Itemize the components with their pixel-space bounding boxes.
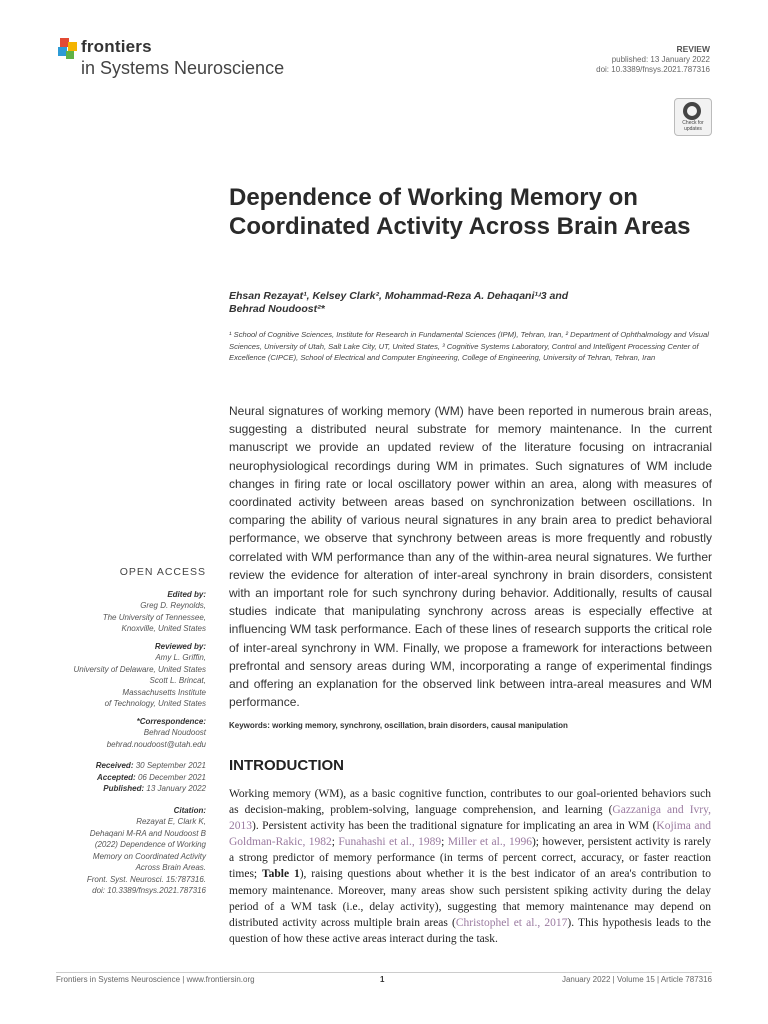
published-value: 13 January 2022 (146, 784, 206, 793)
intro-text: ); however, persistent activity is rarely a strong predictor of memory performance (in terms of percent correct, accuracy, or faster reaction times; (229, 836, 711, 881)
reviewed-by-label: Reviewed by: (154, 641, 206, 651)
open-access-label: OPEN ACCESS (119, 566, 206, 578)
received-label: Received: (95, 761, 134, 770)
article-title: Dependence of Working Memory on Coordinated Activity Across Brain Areas (229, 184, 691, 240)
citation-link[interactable]: Christophel et al., 2017 (455, 916, 568, 929)
authors (229, 290, 709, 316)
editor-line: The University of Tennessee, (102, 612, 206, 622)
update-check-icon (683, 102, 701, 120)
citation-line: Rezayat E, Clark K, (136, 817, 206, 826)
correspondence-email[interactable]: behrad.noudoost@utah.edu (106, 739, 206, 749)
footer-journal[interactable]: Frontiers in Systems Neuroscience | www.frontiersin.org (56, 975, 255, 984)
keywords: Keywords: working memory, synchrony, oscillation, brain disorders, causal manipulation (229, 721, 568, 730)
logo-brand: frontiers (81, 37, 152, 56)
published-date-sidebar (36, 783, 206, 795)
article-sidebar (36, 567, 206, 897)
page-number: 1 (380, 975, 385, 984)
accepted-label: Accepted: (97, 772, 136, 782)
citation-line: Across Brain Areas. (135, 863, 206, 872)
citation-line[interactable]: doi: 10.3389/fnsys.2021.787316 (92, 886, 206, 895)
intro-text: ), raising questions about whether it is the best indicator of an area's contribution to memory maintenance. Moreover, many areas show such persistent spiking activity during the delay period of a WM task (i.e., delay activity), suggesting that memory maintenance may depend on distributed activity across multiple brain areas ( (229, 868, 711, 929)
check-for-updates-button[interactable] (674, 98, 712, 136)
check-badge-text: Check for updates (682, 120, 704, 132)
editor-line[interactable]: Greg D. Reynolds, (140, 601, 206, 610)
affiliations: ¹ School of Cognitive Sciences, Institute for Research in Fundamental Sciences (IPM), Tehran, Iran, ² Department of Ophthalmology and Visual Sciences, University of Utah, Salt Lake City, UT, United States, ³ Cognitive Systems Laboratory, Control and Intelligent Processing Center of Excellence (CIPCE), School of Electrical and Computer Engineering, College of Engineering, University of Tehran, Tehran, Iran (229, 330, 709, 363)
received-date (36, 760, 206, 772)
doi[interactable]: doi: 10.3389/fnsys.2021.787316 (596, 65, 710, 74)
intro-text: ; (331, 836, 339, 849)
intro-text: ). Persistent activity has been the traditional signature for implicating an area in WM ( (252, 820, 657, 833)
intro-text: ; (441, 836, 448, 849)
citation-line: Memory on Coordinated Activity (92, 851, 206, 861)
citation-line: (2022) Dependence of Working (94, 840, 206, 849)
received-value: 30 September 2021 (135, 761, 206, 770)
correspondence-label: *Correspondence: (136, 716, 206, 726)
citation-link[interactable]: Funahashi et al., 1989 (338, 836, 442, 849)
citation-link[interactable]: Gazzaniga and Ivry, 2013 (229, 804, 712, 833)
citation-link[interactable]: Kojima and Goldman-Rakic, 1982 (229, 820, 711, 849)
citation-label: Citation: (173, 805, 206, 815)
citation-line: Front. Syst. Neurosci. 15:787316. (86, 874, 206, 884)
footer-issue: January 2022 | Volume 15 | Article 787316 (561, 975, 712, 984)
reviewer-line[interactable]: Amy L. Griffin, (155, 653, 206, 662)
accepted-date (36, 772, 206, 784)
correspondence-name: Behrad Noudoost (143, 728, 206, 737)
footer-divider (56, 972, 712, 973)
journal-name: in Systems Neuroscience (81, 58, 285, 78)
reviewer-line[interactable]: Scott L. Brincat, (149, 676, 206, 685)
intro-text: Working memory (WM), as a basic cognitive function, contributes to our goal-oriented behaviors such as decision-making, problem-solving, language comprehension, and learning ( (229, 788, 711, 817)
published-date: published: 13 January 2022 (611, 54, 710, 64)
reviewer-line: University of Delaware, United States (73, 664, 206, 674)
journal-logo[interactable] (56, 34, 296, 84)
article-type: REVIEW (676, 44, 710, 54)
reviewer-line: of Technology, United States (104, 699, 206, 708)
introduction-text (229, 786, 711, 947)
accepted-value: 06 December 2021 (137, 772, 206, 782)
article-meta (596, 44, 710, 76)
reviewer-line: Massachusetts Institute (122, 687, 206, 697)
table-link[interactable]: Table 1 (262, 868, 300, 881)
editor-line: Knoxville, United States (121, 624, 206, 633)
frontiers-logo-icon (56, 36, 82, 62)
abstract: Neural signatures of working memory (WM) have been reported in numerous brain areas, suggesting a distributed neural substrate for memory maintenance. In the current manuscript we provide an updated review of the literature focusing on intracranial neurophysiological recordings during WM in primates. Such signatures of WM include changes in firing rate or local oscillatory power within an area, along with measures of coordinated activity between areas based on synchronization between oscillations. In comparing the ability of various neural signatures in any brain area to predict behavioral performance, we observe that synchrony between areas is more frequently and robustly correlated with WM performance than any of the within-area neural signatures. We further review the evidence for alteration of inter-areal synchrony in brain disorders, consistent with an important role for such synchrony during behavior. Additionally, results of causal studies indicate that manipulating synchrony across areas is especially effective at influencing WM task performance. Each of these lines of research supports the critical role of inter-areal synchrony in WM. Finally, we propose a framework for interactions between prefrontal and sensory areas during WM, incorporating a range of experimental findings and offering an explanation for the observed link between intra-areal measures and WM performance. (229, 404, 712, 710)
authors-line: Behrad Noudoost²* (229, 303, 325, 315)
section-heading: INTRODUCTION (229, 757, 344, 774)
authors-line: Ehsan Rezayat¹, Kelsey Clark², Mohammad-Reza A. Dehaqani¹ʴ3 and (229, 290, 569, 302)
edited-by-label: Edited by: (167, 589, 206, 599)
citation-line: Dehaqani M-RA and Noudoost B (89, 828, 206, 838)
intro-text: ). This hypothesis leads to the question of how these active areas interact during the task. (229, 916, 712, 945)
citation-link[interactable]: Miller et al., 1996 (447, 836, 532, 849)
published-label: Published: (103, 784, 145, 793)
